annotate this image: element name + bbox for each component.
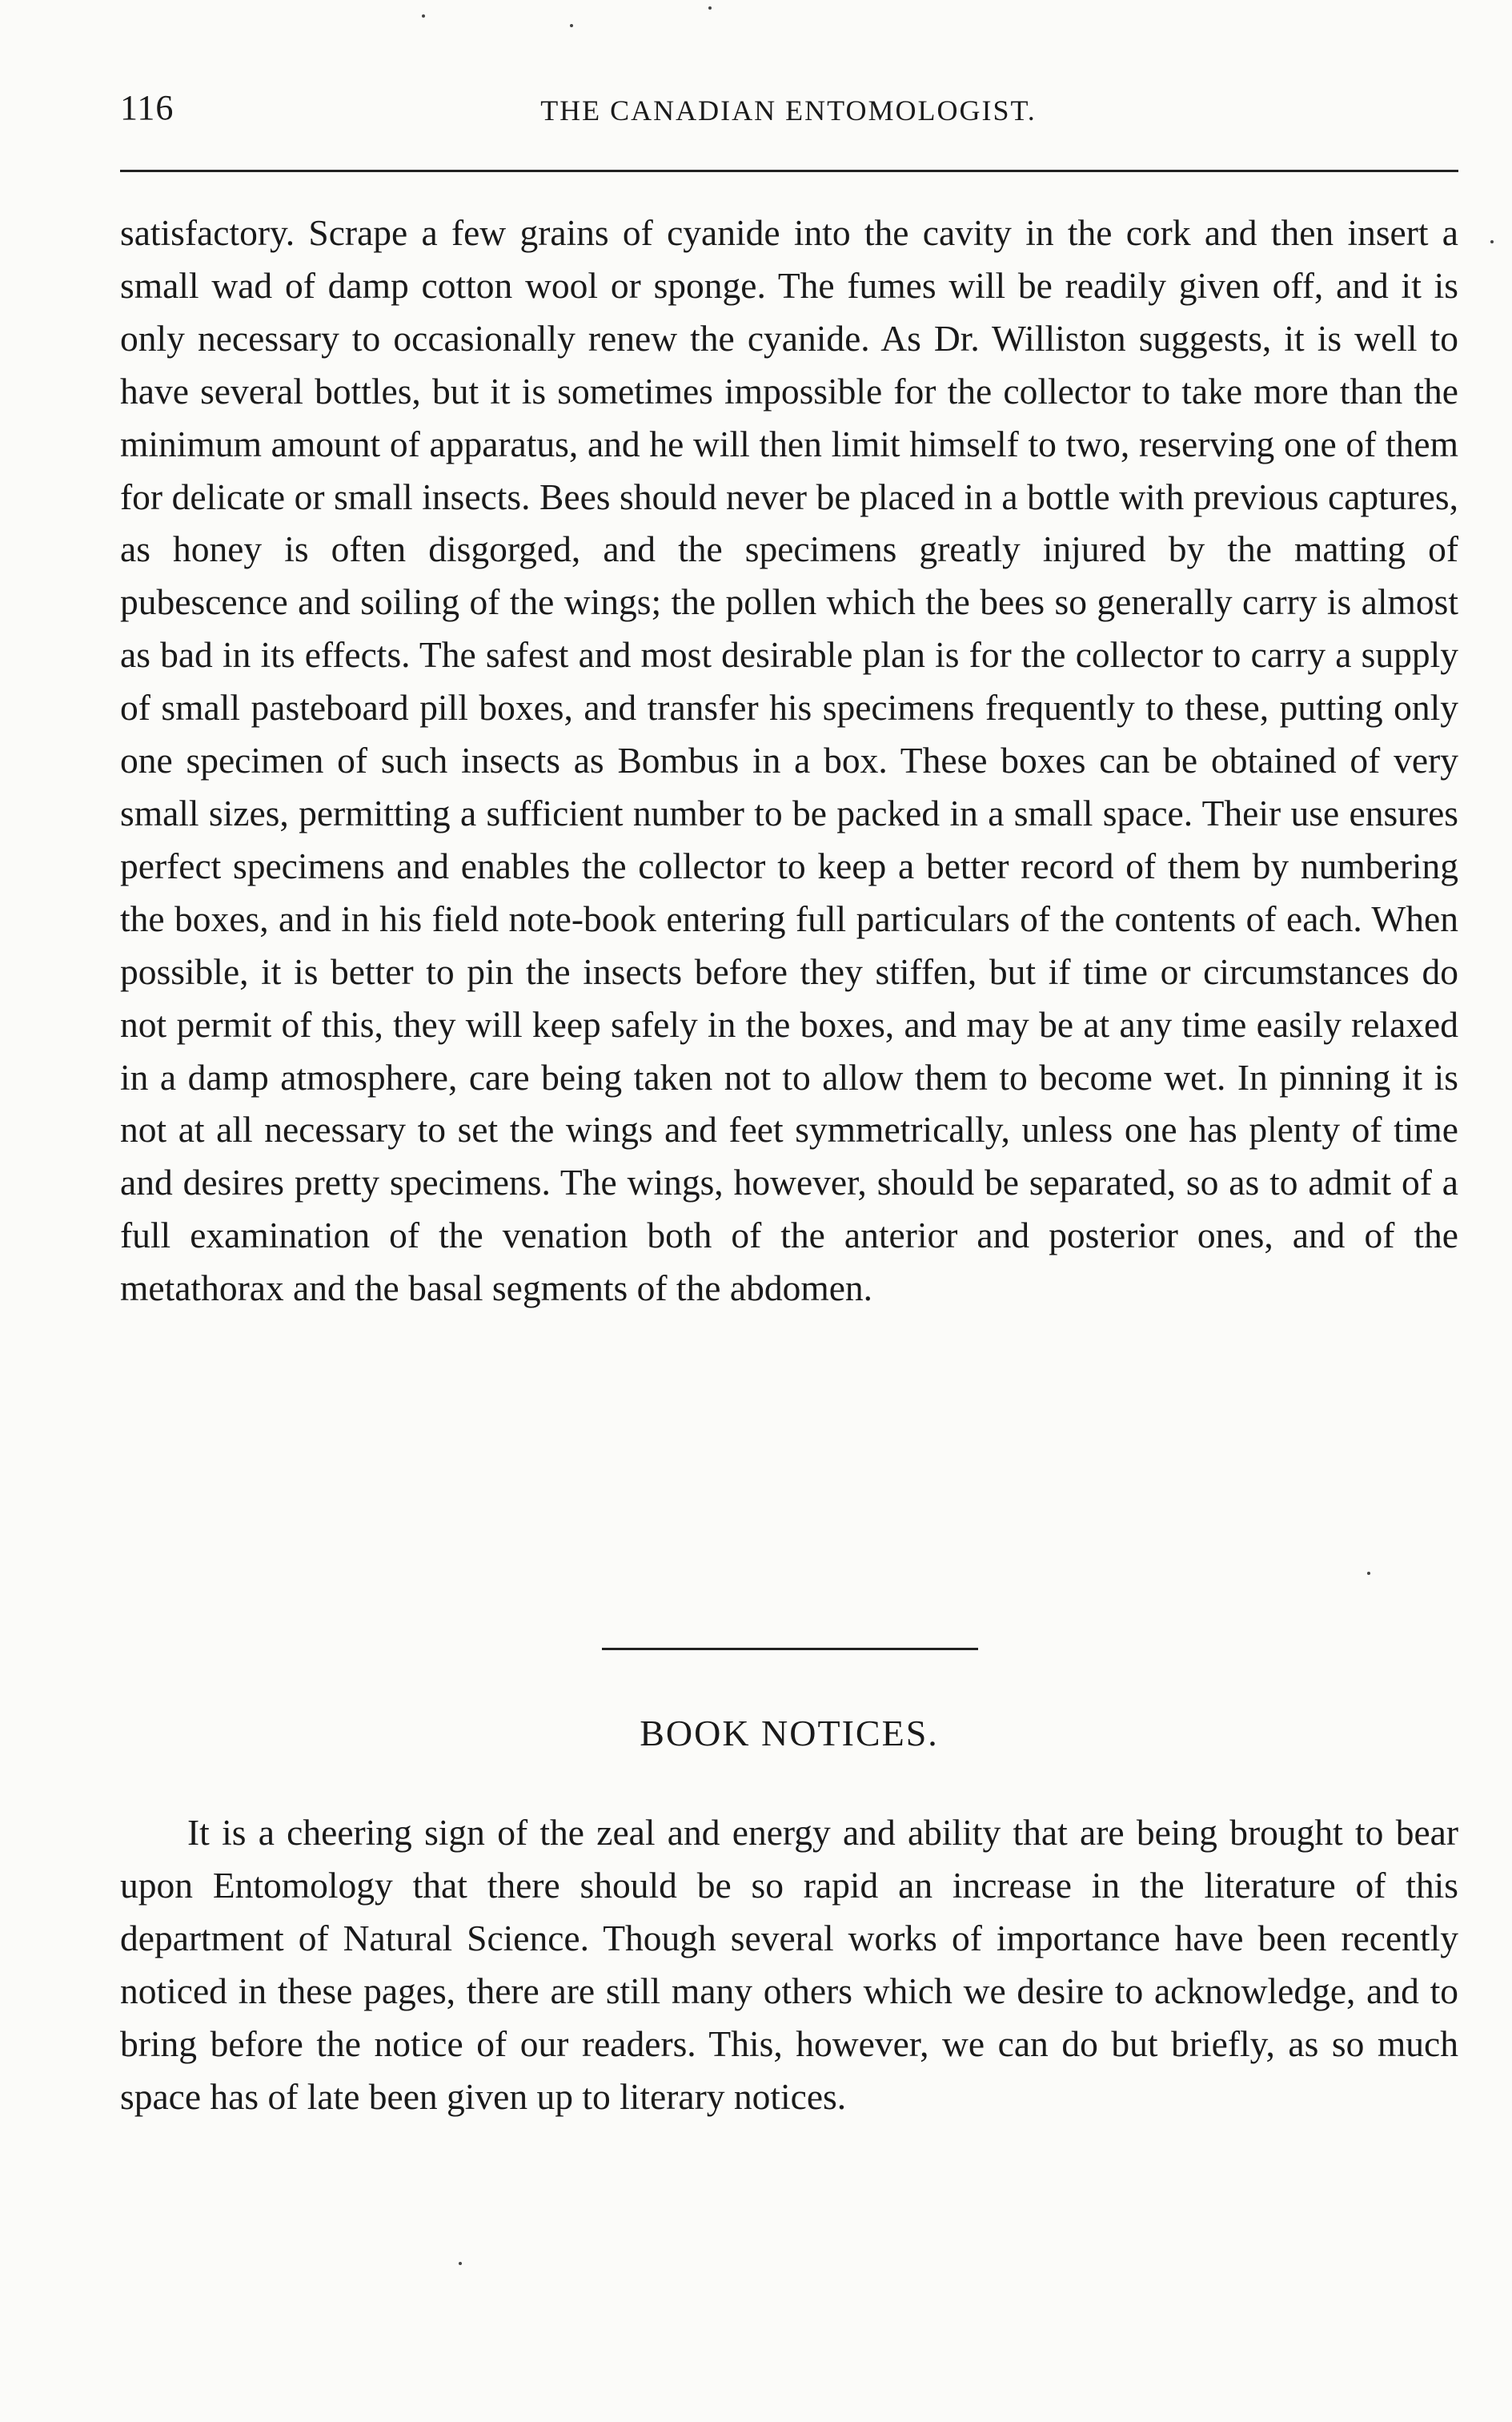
print-speck — [708, 6, 712, 10]
section-divider — [602, 1648, 978, 1650]
print-speck — [422, 14, 425, 18]
print-speck — [1490, 240, 1494, 243]
continuation-paragraph: satisfactory. Scrape a few grains of cyanide into the cavity in the cork and then insert a small wad of damp cotton wool or sponge. The fumes will be readily given off, and it is only necessary to occasionally renew the cyanide. As Dr. Williston suggests, it is well to have several bottles, but it is sometimes impossible for the collector to take more than the minimum amount of apparatus, and he will then limit himself to two, reserving one of them for delicate or small insects. Bees should never be placed in a bottle with previous captures, as honey is often disgorged, and the specimens greatly injured by the matting of pubescence and soiling of the wings; the pollen which the bees so generally carry is almost as bad in its effects. The safest and most desirable plan is for the collector to carry a supply of small pasteboard pill boxes, and transfer his specimens frequently to these, putting only one specimen of such insects as Bombus in a box. These boxes can be obtained of very small sizes, permitting a sufficient number to be packed in a small space. Their use ensures perfect specimens and enables the collector to keep a better record of them by numbering the boxes, and in his field note-book entering full particulars of the contents of each. When possible, it is better to pin the insects before they stiffen, but if time or circumstances do not permit of this, they will keep safely in the boxes, and may be at any time easily relaxed in a damp atmosphere, care being taken not to allow them to become wet. In pinning it is not at all necessary to set the wings and feet symmetrically, unless one has plenty of time and desires pretty specimens. The wings, however, should be separated, so as to admit of a full examination of the venation both of the anterior and posterior ones, and of the metathorax and the basal segments of the abdomen. — [120, 212, 1458, 1309]
book-notices-body — [120, 1806, 1458, 2123]
article-continuation — [120, 207, 1458, 1315]
header-rule — [120, 170, 1458, 172]
print-speck — [570, 24, 573, 27]
print-speck — [459, 2262, 462, 2265]
running-head: THE CANADIAN ENTOMOLOGIST. — [540, 94, 1037, 127]
book-notices-paragraph: It is a cheering sign of the zeal and energy and ability that are being brought to bear upon Entomology that there should be so rapid an increase in the literature of this department of Natural Science. Though several works of importance have been recently noticed in these pages, there are still many others which we desire to acknowledge, and to bring before the notice of our readers. This, however, we can do but briefly, as so much space has of late been given up to literary notices. — [120, 1812, 1458, 2117]
section-title: BOOK NOTICES. — [640, 1713, 939, 1753]
page-header — [120, 76, 1457, 140]
print-speck — [1367, 1572, 1370, 1575]
page-number: 116 — [120, 88, 174, 127]
